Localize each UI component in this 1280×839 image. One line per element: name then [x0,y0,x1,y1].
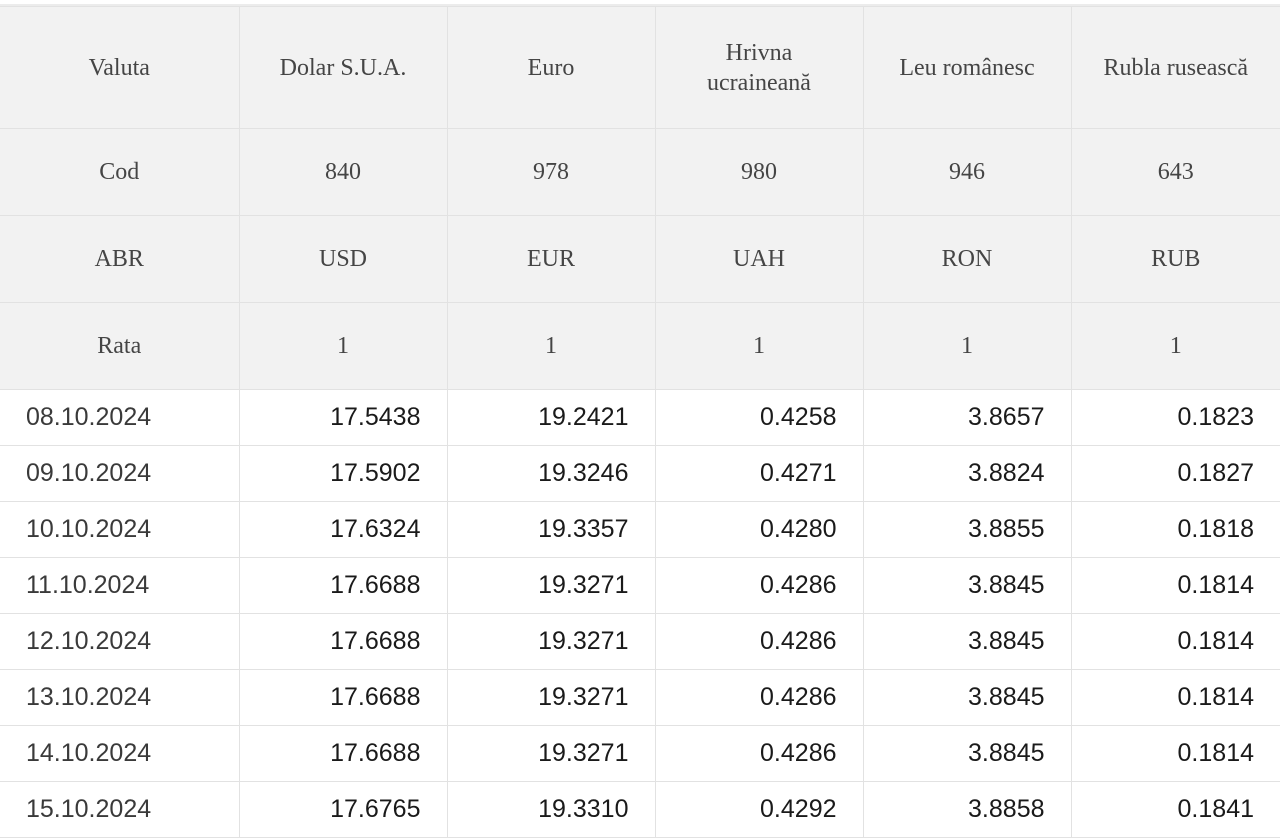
rate-rub: 0.1827 [1071,446,1280,502]
currency-rate-eur: 1 [447,303,655,390]
rate-usd: 17.5902 [239,446,447,502]
rate-uah: 0.4286 [655,670,863,726]
row-date: 14.10.2024 [0,726,239,782]
rate-ron: 3.8855 [863,502,1071,558]
currency-rate-usd: 1 [239,303,447,390]
rate-rub: 0.1814 [1071,558,1280,614]
rate-usd: 17.5438 [239,390,447,446]
rate-uah: 0.4271 [655,446,863,502]
currency-abr-rub: RUB [1071,216,1280,303]
table-row [0,502,1280,558]
currency-code-rub: 643 [1071,129,1280,216]
rate-usd: 17.6688 [239,670,447,726]
rate-rub: 0.1814 [1071,614,1280,670]
currency-code-row [0,129,1280,216]
rate-ron: 3.8845 [863,726,1071,782]
rate-ron: 3.8845 [863,614,1071,670]
rate-ron: 3.8824 [863,446,1071,502]
currency-name-eur: Euro [447,7,655,129]
rate-eur: 19.3271 [447,558,655,614]
currency-abr-ron: RON [863,216,1071,303]
rate-uah: 0.4292 [655,782,863,838]
rate-eur: 19.3357 [447,502,655,558]
currency-name-uah-text: Hrivna ucraineană [707,39,811,96]
exchange-rate-table [0,6,1280,838]
rate-usd: 17.6324 [239,502,447,558]
rate-eur: 19.3271 [447,614,655,670]
currency-rate-unit-row [0,303,1280,390]
rate-rub: 0.1841 [1071,782,1280,838]
rate-eur: 19.3310 [447,782,655,838]
currency-code-eur: 978 [447,129,655,216]
currency-rate-ron: 1 [863,303,1071,390]
currency-name-row [0,7,1280,129]
table-row [0,614,1280,670]
table-row [0,726,1280,782]
table-row [0,670,1280,726]
currency-name-uah [655,7,863,129]
row-date: 15.10.2024 [0,782,239,838]
rate-uah: 0.4286 [655,558,863,614]
rate-eur: 19.3271 [447,670,655,726]
rate-usd: 17.6688 [239,558,447,614]
rate-uah: 0.4280 [655,502,863,558]
rate-uah: 0.4286 [655,614,863,670]
currency-name-ron: Leu românesc [863,7,1071,129]
rate-eur: 19.2421 [447,390,655,446]
rate-ron: 3.8858 [863,782,1071,838]
rate-usd: 17.6688 [239,614,447,670]
row-label-valuta: Valuta [0,7,239,129]
rate-rub: 0.1818 [1071,502,1280,558]
exchange-rate-table-container [0,4,1280,839]
rate-ron: 3.8845 [863,670,1071,726]
row-label-rata: Rata [0,303,239,390]
row-date: 10.10.2024 [0,502,239,558]
rate-rub: 0.1823 [1071,390,1280,446]
rate-eur: 19.3246 [447,446,655,502]
currency-code-usd: 840 [239,129,447,216]
currency-rate-uah: 1 [655,303,863,390]
table-row [0,446,1280,502]
row-label-cod: Cod [0,129,239,216]
rate-rub: 0.1814 [1071,670,1280,726]
currency-abr-eur: EUR [447,216,655,303]
row-label-abr: ABR [0,216,239,303]
currency-code-uah: 980 [655,129,863,216]
currency-name-rub: Rubla rusească [1071,7,1280,129]
rate-ron: 3.8657 [863,390,1071,446]
rate-uah: 0.4258 [655,390,863,446]
rate-eur: 19.3271 [447,726,655,782]
rate-rub: 0.1814 [1071,726,1280,782]
rate-usd: 17.6765 [239,782,447,838]
row-date: 11.10.2024 [0,558,239,614]
row-date: 08.10.2024 [0,390,239,446]
row-date: 09.10.2024 [0,446,239,502]
currency-abr-uah: UAH [655,216,863,303]
row-date: 13.10.2024 [0,670,239,726]
rate-usd: 17.6688 [239,726,447,782]
currency-abbreviation-row [0,216,1280,303]
currency-code-ron: 946 [863,129,1071,216]
table-row [0,390,1280,446]
table-row [0,558,1280,614]
rate-uah: 0.4286 [655,726,863,782]
currency-name-usd: Dolar S.U.A. [239,7,447,129]
currency-abr-usd: USD [239,216,447,303]
rate-ron: 3.8845 [863,558,1071,614]
row-date: 12.10.2024 [0,614,239,670]
currency-rate-rub: 1 [1071,303,1280,390]
table-row [0,782,1280,838]
